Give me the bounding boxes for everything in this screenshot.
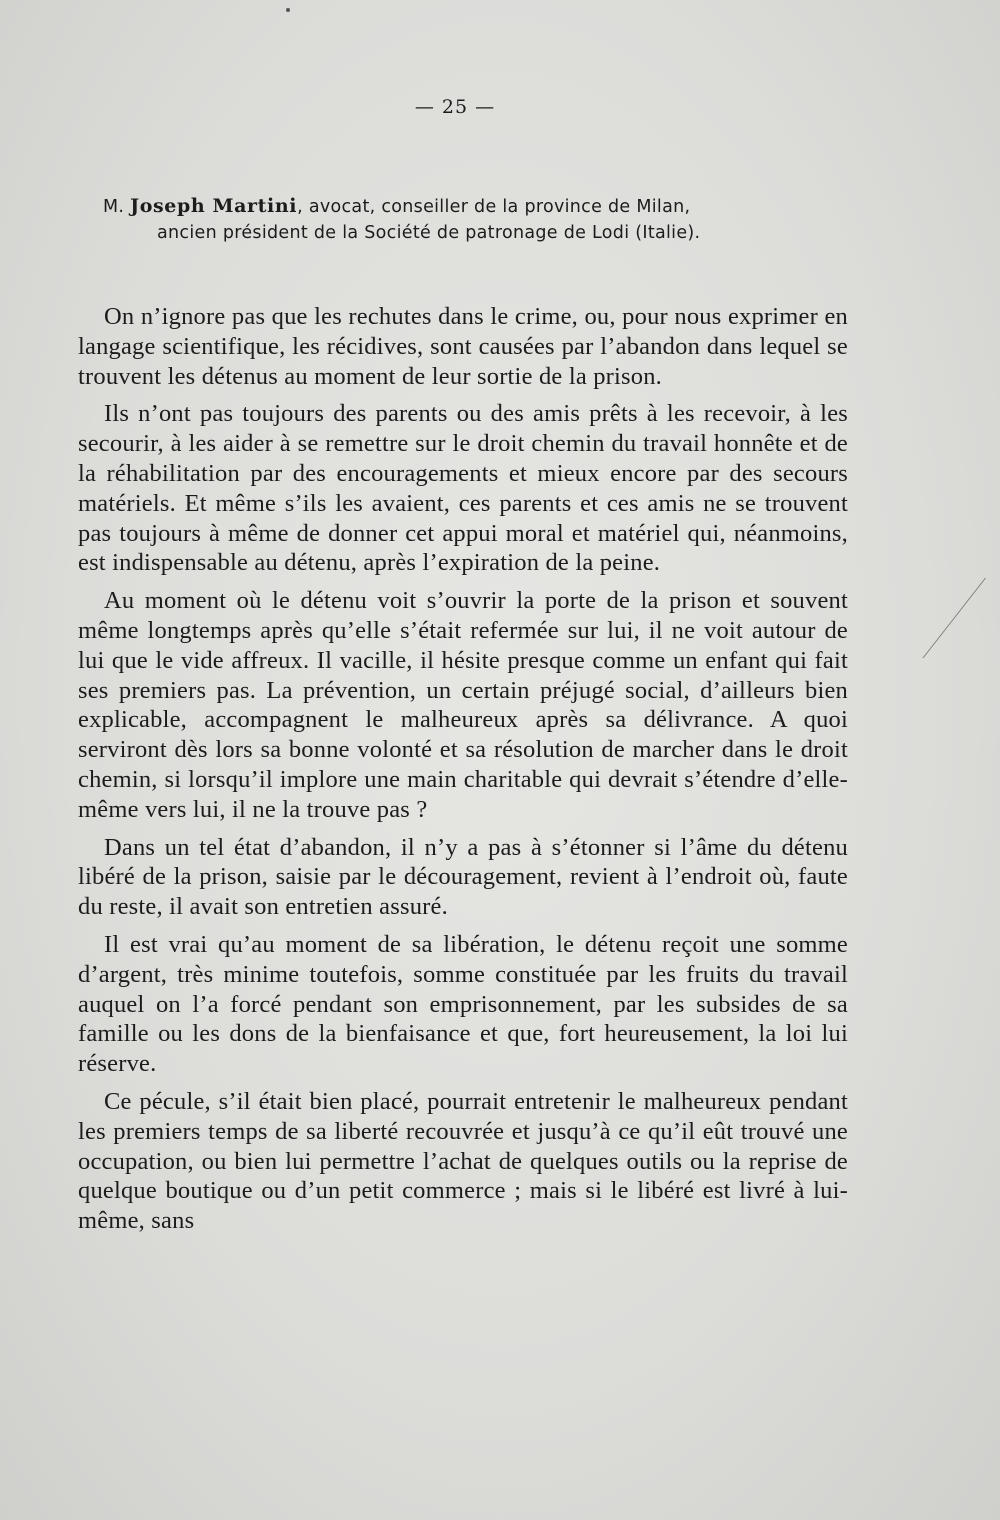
page-number: — 25 —	[414, 96, 496, 118]
page-edge-mark	[922, 578, 1000, 658]
paragraph: Il est vrai qu’au moment de sa libération, le détenu reçoit une somme d’argent, très minime toutefois, somme constituée par les fruits du travail auquel on l’a forcé pendant son emprisonnement, par les subsides de sa famille ou les dons de la bienfaisance et que, fort heureusement, la loi lui réserve.	[78, 930, 848, 1078]
paragraph: On n’ignore pas que les rechutes dans le crime, ou, pour nous exprimer en langage scientifique, les récidives, sont causées par l’abandon dans lequel se trouvent les détenus au moment de leur sortie de la prison.	[78, 303, 848, 390]
heading-line1-rest: , avocat, conseiller de la province de Milan,	[297, 197, 691, 217]
heading-line2: ancien président de la Société de patronage de Lodi (Italie).	[157, 223, 701, 243]
heading-prefix: M.	[103, 197, 125, 217]
paragraph: Ce pécule, s’il était bien placé, pourrait entretenir le malheureux pendant les premiers temps de sa liberté recouvrée et jusqu’à ce qu’il eût trouvé une occupation, ou bien lui permettre l’achat de quelques outils ou la reprise de quelque boutique ou d’un petit commerce ; mais si le libéré est livré à lui-même, sans	[78, 1087, 848, 1235]
paragraph: Au moment où le détenu voit s’ouvrir la porte de la prison et souvent même longtemps après qu’elle s’était refermée sur lui, il ne voit autour de lui que le vide affreux. Il vacille, il hésite presque comme un enfant qui fait ses premiers pas. La prévention, un certain préjugé social, d’ailleurs bien explicable, accompagnent le malheureux après sa délivrance. A quoi serviront dès lors sa bonne volonté et sa résolution de marcher dans le droit chemin, si lorsqu’il implore une main charitable qui devrait s’étendre d’elle-même vers lui, il ne la trouve pas ?	[78, 587, 848, 823]
paragraph: Dans un tel état d’abandon, il n’y a pas à s’étonner si l’âme du détenu libéré de la prison, saisie par le découragement, revient à l’endroit où, faute du reste, il avait son entretien assuré.	[78, 833, 848, 921]
section-heading	[103, 193, 863, 246]
heading-author-name: Joseph Martini	[130, 195, 298, 217]
paragraph: Ils n’ont pas toujours des parents ou des amis prêts à les recevoir, à les secourir, à les aider à se remettre sur le droit chemin du travail honnête et de la réhabilitation par des encouragements et mieux encore par des secours matériels. Et même s’ils les avaient, ces parents et ces amis ne se trouvent pas toujours à même de donner cet appui moral et matériel qui, néanmoins, est indispensable au détenu, après l’expiration de la peine.	[78, 400, 848, 577]
body-text	[78, 302, 848, 1244]
ink-speck	[286, 8, 290, 12]
